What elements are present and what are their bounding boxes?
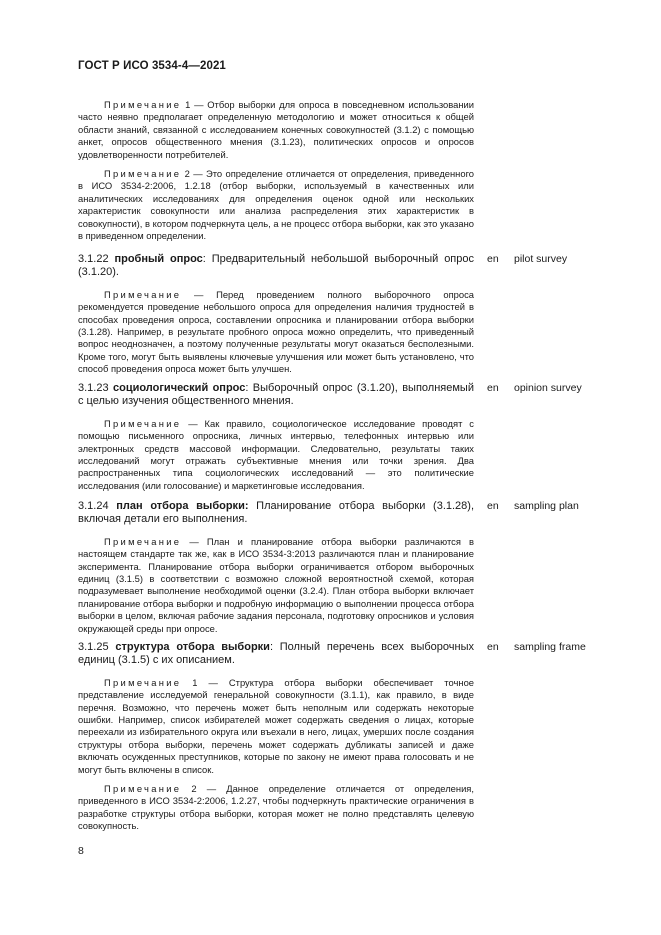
- english-equivalent: sampling frame: [514, 641, 586, 653]
- note-paragraph: [78, 783, 474, 833]
- intro-notes: [78, 99, 474, 242]
- note-label: Примечание: [104, 99, 182, 110]
- note-text: — Как правило, социологическое исследование проводят с помощью письменного опросника, личных интервью, телефонных интервью или электронных средств массовой информации. Следовательно, результаты таких исследований могут отражать субъективные мнения или точки зрения. Два распространенных типа социологических исследований — это политические исследования (или голосование) и маркетинговые исследования.: [78, 417, 474, 491]
- term-number: 3.1.23: [78, 382, 109, 394]
- term-name: пробный опрос: [114, 253, 203, 265]
- note-label: Примечание: [104, 783, 182, 795]
- note-text: 1 — Структура отбора выборки обеспечивает точное представление исследуемой генеральной совокупности (3.1.1), как правило, в виде перечня. Возможно, что перечень может быть неполным или содержать некоторые ошибки. Например, список избирателей может содержать сведения о лицах, которые переехали из избирательного округа или въехали в него, лицах, умерших после создания структуры отбора выборки, перечень может содержать дубликаты записей и даже включать осужденных преступников, которые по закону не имеют права голосовать и не могут быть включены в список.: [78, 676, 474, 775]
- term-entry-3-1-23: [78, 382, 474, 492]
- note-text: — Перед проведением полного выборочного опроса рекомендуется проведение небольшого опроса для определения наличия трудностей в способах проведения опроса, составлении опросника и планировании отбора выборки (3.1.28). Например, в результате пробного опроса можно определить, что приведенный вопрос неоднозначен, а поэтому полученные результаты могут оказаться бесполезными. Кроме того, могут быть выявлены ключевые улучшения или может быть установлено, что способ проведения опроса может быть улучшен.: [78, 288, 474, 375]
- note-label: Примечание: [104, 535, 182, 547]
- term-number: 3.1.24: [78, 500, 109, 512]
- standard-header: ГОСТ Р ИСО 3534-4—2021: [78, 60, 226, 72]
- note-text: 2 — Данное определение отличается от определения, приведенного в ИСО 3534-2:2006, 1.2.27, чтобы подчеркнуть практические ограничения в разработке структуры отбора выборки, которая может не полно представлять целевую совокупность.: [78, 783, 474, 832]
- lang-code: en: [487, 382, 499, 394]
- term-name: план отбора выборки:: [116, 500, 249, 512]
- note-paragraph: [78, 418, 474, 492]
- definition-text: : Полный перечень всех выборочных единиц (3.1.5) с их описанием.: [78, 641, 474, 667]
- page-number: 8: [78, 845, 84, 857]
- term-entry-3-1-24: [78, 500, 474, 635]
- note-label: Примечание: [104, 676, 182, 688]
- english-equivalent: pilot survey: [514, 253, 568, 265]
- note-paragraph: [78, 536, 474, 635]
- term-definition: [78, 253, 474, 280]
- term-name: структура отбора выборки: [115, 641, 270, 653]
- note-paragraph: [78, 99, 474, 161]
- term-definition: [78, 382, 474, 409]
- note-text: — План и планирование отбора выборки различаются в настоящем стандарте так же, как в ИСО 3534-3:2013 различаются план и планирование эксперимента. Планирование отбора выборки ограничивается отбором выборочных единиц (3.1.5) в соответствии с возможно сложной вероятностной схемой, которая подразумевает выполнение необходимой оценки (3.2.4). План отбора выборки включает планирование отбора выборки и подробную информацию о выполнении процесса отбора выборки в целом, включая рабочие задания персонала, подготовку опросников и условия окружающей среды при опросе.: [78, 535, 474, 634]
- definition-text: : Предварительный небольшой выборочный опрос (3.1.20).: [78, 253, 474, 279]
- english-equivalent: opinion survey: [514, 382, 582, 394]
- definition-text: : Выборочный опрос (3.1.20), выполняемый с целью изучения общественного мнения.: [78, 382, 474, 408]
- note-text: 1 — Отбор выборки для опроса в повседневном использовании часто неявно предполагает определенную методологию и может относиться к общей области знаний, связанной с исследованием конечных совокупностей (3.1.2) с помощью анкет, опросов общественного мнения (3.1.23), политических опросов и опросов удовлетворенности потребителей.: [78, 99, 474, 160]
- note-text: 2 — Это определение отличается от определения, приведенного в ИСО 3534-2:2006, 1.2.18 (отбор выборки, используемый в качественных или аналитических исследованиях для определения оценок одной или нескольких характеристик совокупности или анализа распределения этих характеристик в совокупности), в котором подчеркнута цель, а не процесс отбора выборки, как это указано в приведенном определении.: [78, 168, 474, 242]
- note-paragraph: [78, 289, 474, 376]
- term-definition: [78, 500, 474, 527]
- term-name: социологический опрос: [112, 382, 246, 394]
- term-definition: [78, 641, 474, 668]
- note-label: Примечание: [104, 417, 182, 429]
- lang-code: en: [487, 500, 499, 512]
- definition-text: Планирование отбора выборки (3.1.28), включая детали его выполнения.: [78, 500, 475, 526]
- term-entry-3-1-22: [78, 253, 474, 376]
- term-entry-3-1-25: [78, 641, 474, 833]
- term-number: 3.1.22: [78, 253, 109, 265]
- note-label: Примечание: [104, 288, 182, 300]
- lang-code: en: [487, 641, 499, 653]
- english-equivalent: sampling plan: [514, 500, 579, 512]
- note-paragraph: [78, 168, 474, 242]
- note-label: Примечание: [104, 168, 182, 180]
- term-number: 3.1.25: [78, 641, 109, 653]
- lang-code: en: [487, 253, 499, 265]
- note-paragraph: [78, 677, 474, 776]
